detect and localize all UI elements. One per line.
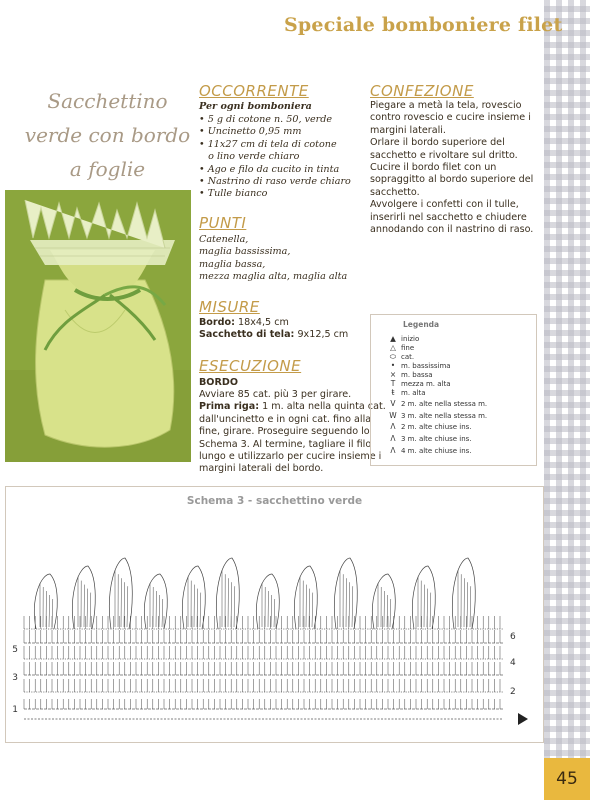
list-item: • Tulle bianco	[199, 188, 268, 200]
list-item: mezza maglia alta, maglia alta	[199, 271, 348, 283]
misure-tela-label: Sacchetto di tela:	[199, 329, 295, 340]
misure-bordo-value: 18x4,5 cm	[238, 317, 289, 328]
legend-item: ŧ m. alta	[385, 388, 426, 397]
text-line: Piegare a metà la tela, rovescio	[370, 100, 522, 111]
misure-heading: MISURE	[199, 298, 260, 316]
legend-item: ⬭ cat.	[385, 352, 414, 362]
text-line: sacchetto e rivoltare sul dritto.	[370, 149, 518, 161]
text-line: margini laterali del bordo.	[199, 463, 324, 475]
title-line: verde con bordo	[24, 123, 191, 147]
schema-title: Schema 3 - sacchettino verde	[186, 495, 363, 507]
text-line: Avviare 85 cat. più 3 per girare.	[199, 389, 352, 400]
text-line: dall'uncinetto e in ogni cat. fino alla	[199, 413, 372, 425]
legend-item: Λ 2 m. alte chiuse ins.	[385, 422, 472, 431]
page-header: Speciale bomboniere filet	[284, 14, 563, 36]
row-number-label: 6	[510, 632, 516, 642]
misure-bordo-label: Bordo:	[199, 317, 235, 328]
gingham-border	[544, 0, 590, 800]
crochet-schema	[5, 486, 544, 743]
page-number: 45	[544, 758, 590, 800]
text-line	[199, 401, 386, 413]
list-item: • Uncinetto 0,95 mm	[199, 126, 302, 138]
row-number-label: 2	[510, 687, 516, 697]
esecuzione-text	[199, 389, 386, 476]
text-line: Cucire il bordo filet con un	[370, 162, 497, 174]
row-number-label: 5	[12, 645, 18, 655]
text-line: fine, girare. Proseguire seguendo lo	[199, 426, 370, 438]
text-line: annodando con il nastrino di raso.	[370, 224, 534, 236]
title-line: Sacchettino	[47, 89, 168, 113]
text-line: inserirli nel sacchetto e chiudere	[370, 211, 527, 223]
list-item: • 5 g di cotone n. 50, verde	[199, 114, 333, 125]
text-line: margini laterali.	[370, 124, 446, 136]
product-photo	[5, 190, 191, 462]
legend-item: × m. bassa	[385, 370, 433, 379]
misure-tela	[199, 329, 348, 341]
three-dc-together-symbol-icon: Λ	[390, 434, 396, 443]
chain-symbol-icon: ⬭	[389, 352, 397, 361]
four-dc-together-symbol-icon: Λ	[390, 446, 396, 455]
riga-label: Prima riga:	[199, 401, 260, 413]
legend-item: W 3 m. alte nella stessa m.	[385, 411, 487, 420]
list-item: Catenella,	[199, 234, 249, 245]
text-line: Orlare il bordo superiore del	[370, 137, 505, 149]
riga-text: 1 m. alta nella quinta cat.	[262, 401, 386, 413]
half-double-symbol-icon: T	[390, 379, 396, 388]
legend-item: V 2 m. alte nella stessa m.	[385, 399, 487, 408]
occorrente-subheading: Per ogni bomboniera	[199, 101, 312, 112]
start-symbol-icon: ▲	[390, 334, 396, 343]
three-dc-same-symbol-icon: W	[389, 411, 397, 420]
end-symbol-icon: △	[390, 343, 396, 352]
esecuzione-heading: ESECUZIONE	[199, 357, 302, 375]
legend-box	[370, 314, 537, 466]
text-line: contro rovescio e cucire insieme i	[370, 112, 531, 124]
legend-item: • m. bassissima	[385, 361, 451, 370]
legend-item: Λ 4 m. alte chiuse ins.	[385, 446, 472, 455]
text-line: Schema 3. Al termine, tagliare il filo	[199, 438, 372, 450]
two-dc-same-symbol-icon: V	[390, 399, 396, 408]
double-crochet-symbol-icon: ŧ	[391, 388, 395, 397]
list-item: • Nastrino di raso verde chiaro	[199, 176, 351, 188]
row-number-label: 3	[12, 673, 18, 683]
legend-item: Λ 3 m. alte chiuse ins.	[385, 434, 472, 443]
legend-item: T mezza m. alta	[385, 379, 451, 388]
project-title	[20, 84, 195, 186]
list-item: maglia bassissima,	[199, 246, 291, 258]
misure-tela-value: 9x12,5 cm	[297, 329, 349, 340]
esecuzione-sub: BORDO	[199, 377, 238, 388]
occorrente-heading: OCCORRENTE	[199, 82, 309, 100]
text-line: Avvolgere i confetti con il tulle,	[370, 199, 519, 211]
punti-heading: PUNTI	[199, 214, 247, 232]
punti-list	[199, 234, 347, 284]
slip-stitch-symbol-icon: •	[390, 361, 396, 370]
text-line: sacchetto.	[370, 186, 420, 198]
legend-item: △ fine	[385, 343, 414, 352]
misure-bordo	[199, 317, 289, 329]
confezione-text	[370, 100, 533, 236]
list-item: • Ago e filo da cucito in tinta	[199, 163, 340, 175]
list-item: maglia bassa,	[199, 258, 266, 270]
two-dc-together-symbol-icon: Λ	[390, 422, 396, 431]
row-number-label: 4	[510, 658, 516, 668]
occorrente-list	[199, 114, 351, 201]
confezione-heading: CONFEZIONE	[370, 82, 474, 100]
single-crochet-symbol-icon: ×	[389, 370, 397, 379]
row-number-label: 1	[12, 705, 18, 715]
legend-title: Legenda	[403, 320, 440, 329]
list-item: o lino verde chiaro	[199, 151, 300, 163]
bag-illustration	[5, 190, 191, 462]
text-line: sopraggitto al bordo superiore del	[370, 174, 534, 186]
legend-item: ▲ inizio	[385, 334, 419, 343]
title-line: a foglie	[69, 157, 146, 181]
text-line: lungo e utilizzarlo per cucire insieme i	[199, 451, 382, 463]
schema-diagram	[6, 487, 543, 742]
list-item: • 11x27 cm di tela di cotone	[199, 138, 337, 150]
